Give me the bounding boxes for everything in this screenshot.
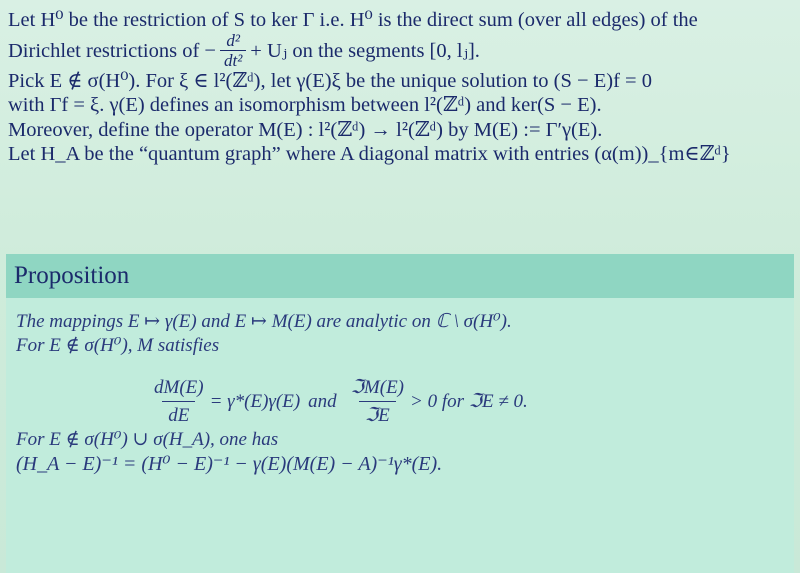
intro-line-1: Let H⁰ be the restriction of S to ker Γ i.e. H⁰ is the direct sum (over all edges) of the bbox=[8, 9, 698, 31]
imag-part-fraction bbox=[345, 376, 410, 429]
eq2-rhs: > 0 for ℑE ≠ 0. bbox=[410, 390, 528, 412]
intro-line-5: Moreover, define the operator M(E) : l²(ℤᵈ) → l²(ℤᵈ) by M(E) := Γ′γ(E). bbox=[8, 118, 603, 141]
proposition-line-3: For E ∉ σ(H⁰) ∪ σ(H_A), one has bbox=[16, 429, 279, 450]
proposition-header bbox=[6, 254, 794, 298]
derivative-equation bbox=[148, 376, 794, 429]
intro-line-2 bbox=[8, 32, 792, 69]
proposition-block bbox=[6, 254, 794, 573]
intro-line-6: Let H_A be the “quantum graph” where A diagonal matrix with entries (α(m))_{m∈ℤᵈ} bbox=[8, 142, 731, 165]
eq1-numerator: dM(E) bbox=[154, 376, 204, 398]
proposition-title: Proposition bbox=[14, 262, 130, 289]
intro-line-3: Pick E ∉ σ(H⁰). For ξ ∈ l²(ℤᵈ), let γ(E)ξ be the unique solution to (S − E)f = 0 bbox=[8, 70, 652, 93]
fraction-denominator: dt² bbox=[220, 50, 246, 69]
intro-text bbox=[8, 8, 792, 166]
eq-and: and bbox=[308, 390, 337, 412]
eq1-denominator: dE bbox=[162, 401, 195, 428]
intro-line-2-prefix: Dirichlet restrictions of − bbox=[8, 39, 216, 62]
fraction-numerator: d² bbox=[226, 31, 240, 51]
intro-line-4: with Γf = ξ. γ(E) defines an isomorphism between l²(ℤᵈ) and ker(S − E). bbox=[8, 94, 602, 117]
intro-line-2-suffix: + Uⱼ on the segments [0, lⱼ]. bbox=[250, 39, 480, 62]
proposition-body bbox=[6, 298, 794, 477]
second-derivative-fraction bbox=[220, 32, 246, 69]
eq2-denominator: ℑE bbox=[359, 401, 396, 428]
dM-dE-fraction bbox=[148, 376, 210, 429]
resolvent-formula: (H_A − E)⁻¹ = (H⁰ − E)⁻¹ − γ(E)(M(E) − A)⁻¹γ*(E). bbox=[16, 452, 443, 475]
eq1-rhs: = γ*(E)γ(E) bbox=[209, 390, 301, 412]
proposition-line-1: The mappings E ↦ γ(E) and E ↦ M(E) are analytic on ℂ \ σ(H⁰). bbox=[16, 311, 512, 332]
eq2-numerator: ℑM(E) bbox=[350, 376, 405, 398]
proposition-line-2: For E ∉ σ(H⁰), M satisfies bbox=[16, 334, 220, 356]
